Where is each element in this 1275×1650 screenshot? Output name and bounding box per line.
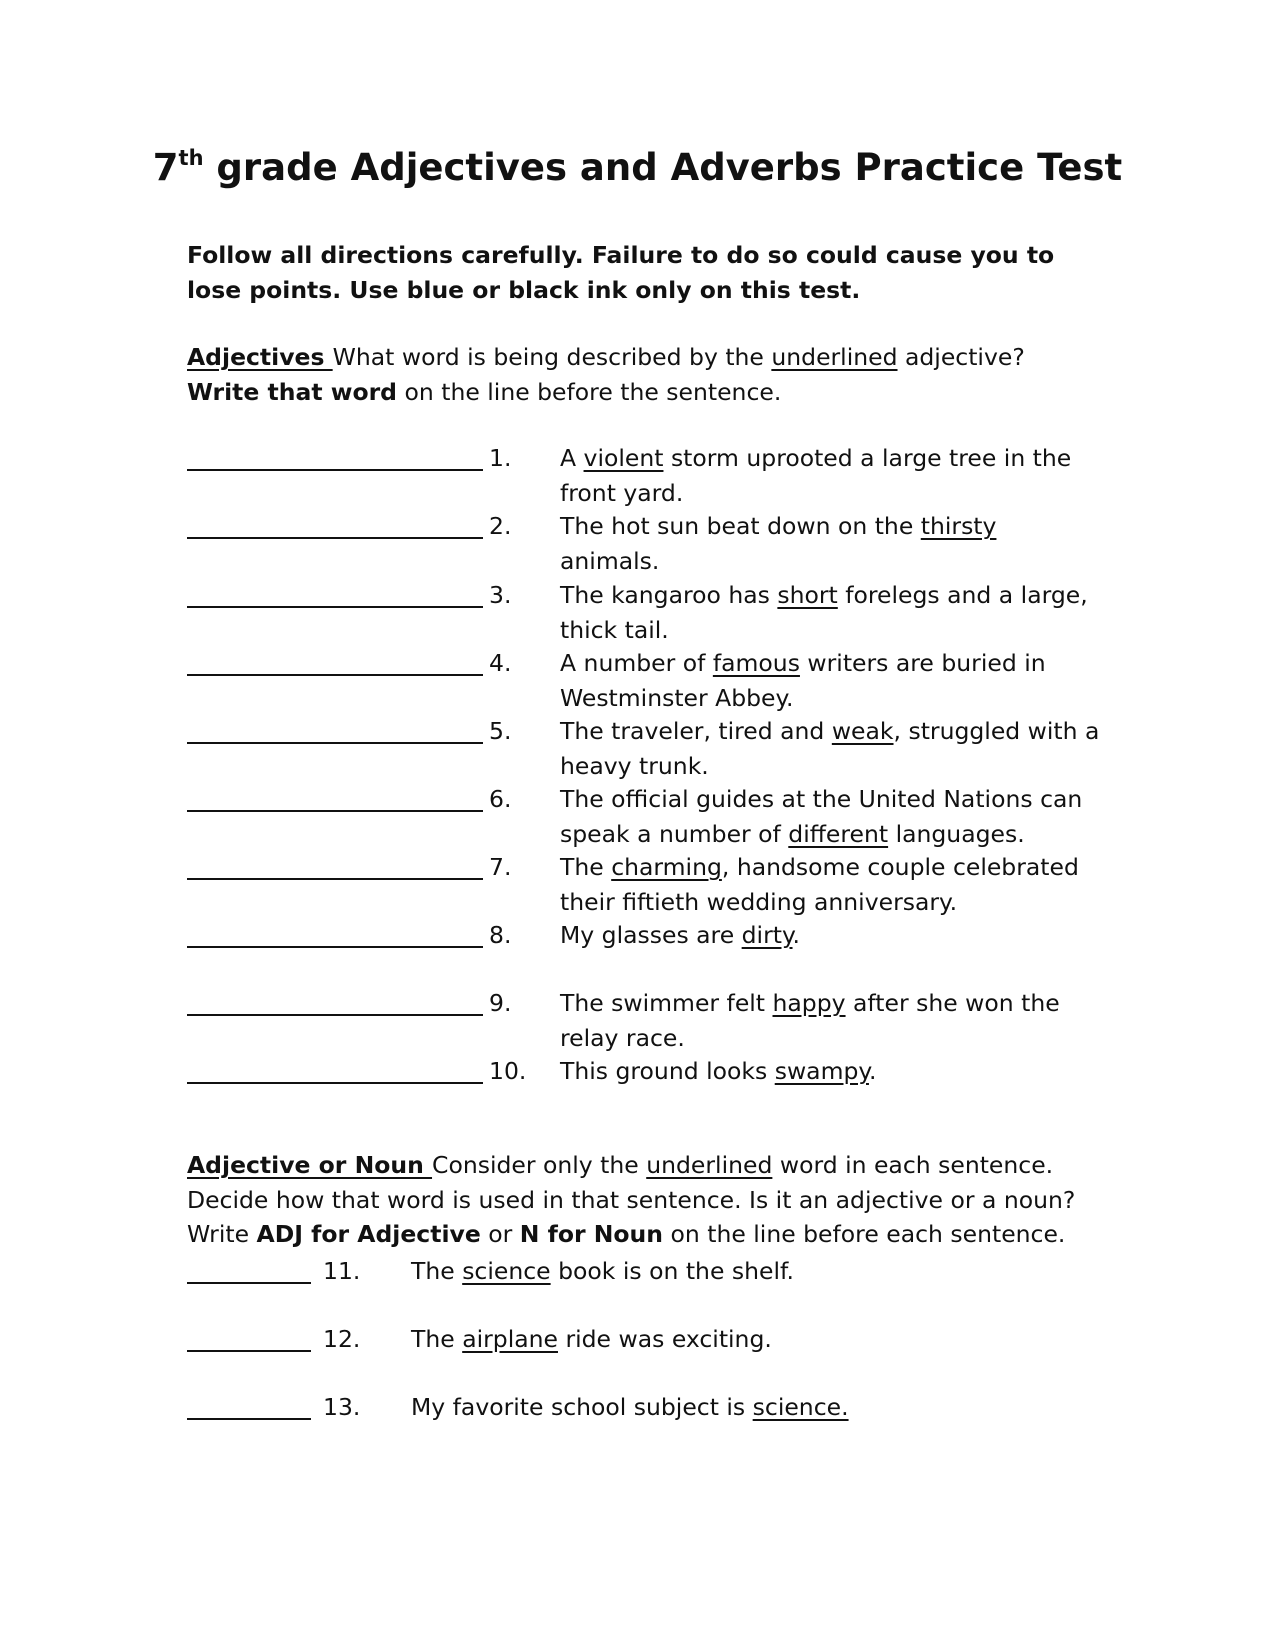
- underlined-adjective: dirty: [741, 921, 793, 949]
- adjectives-instructions: [187, 340, 1087, 409]
- sentence-text: The official guides at the United Nations can speak a number of: [560, 785, 1083, 848]
- sentence-text: book is on the shelf.: [550, 1257, 795, 1285]
- sentence-text: The swimmer felt: [560, 989, 773, 1017]
- adjective-or-noun-heading: Adjective or Noun: [187, 1151, 433, 1179]
- question-sentence: [560, 1054, 1100, 1089]
- title-number: 7: [152, 146, 179, 189]
- question-sentence: [560, 509, 1100, 578]
- sentence-text: A: [560, 444, 584, 472]
- question-sentence: [560, 850, 1100, 919]
- underlined-word: underlined: [771, 343, 898, 371]
- sentence-text: The: [411, 1257, 463, 1285]
- sentence-text: My favorite school subject is: [411, 1393, 753, 1421]
- answer-blank[interactable]: [187, 1014, 483, 1016]
- question-sentence: [411, 1390, 1111, 1425]
- answer-blank[interactable]: [187, 674, 483, 676]
- page-title: [0, 146, 1275, 189]
- question-number: 5.: [489, 717, 512, 745]
- underlined-adjective: airplane: [462, 1325, 558, 1353]
- sentence-text: ride was exciting.: [557, 1325, 772, 1353]
- question-number: 11.: [323, 1257, 361, 1285]
- underlined-adjective: charming: [611, 853, 722, 881]
- answer-blank[interactable]: [187, 878, 483, 880]
- underlined-adjective: violent: [583, 444, 664, 472]
- sentence-text: The kangaroo has: [560, 581, 778, 609]
- answer-blank[interactable]: [187, 606, 483, 608]
- answer-blank[interactable]: [187, 1282, 311, 1284]
- underlined-adjective: weak: [831, 717, 894, 745]
- sentence-text: The hot sun beat down on the: [560, 512, 921, 540]
- underlined-adjective: happy: [772, 989, 846, 1017]
- answer-blank[interactable]: [187, 742, 483, 744]
- underlined-adjective: science.: [752, 1393, 849, 1421]
- question-sentence: [411, 1322, 1111, 1357]
- aon-text: on the line before each sentence.: [663, 1220, 1066, 1248]
- sentence-text: forelegs and a large, thick tail.: [560, 581, 1088, 644]
- question-sentence: [411, 1254, 1111, 1289]
- underlined-adjective: swampy: [774, 1057, 869, 1085]
- answer-blank[interactable]: [187, 810, 483, 812]
- question-number: 10.: [489, 1057, 527, 1085]
- bold-instruction: ADJ for Adjective: [256, 1220, 481, 1248]
- question-number: 1.: [489, 444, 512, 472]
- bold-instruction: Write that word: [187, 377, 398, 406]
- adjective-or-noun-instructions: [187, 1148, 1087, 1252]
- adjectives-text: on the line before the sentence.: [397, 377, 782, 406]
- sentence-text: writers are buried in Westminster Abbey.: [560, 649, 1046, 712]
- answer-blank[interactable]: [187, 1082, 483, 1084]
- adjectives-text: What word is being described by the: [332, 343, 772, 371]
- question-number: 4.: [489, 649, 512, 677]
- question-number: 6.: [489, 785, 512, 813]
- question-number: 2.: [489, 512, 512, 540]
- answer-blank[interactable]: [187, 537, 483, 539]
- underlined-word: underlined: [646, 1151, 773, 1179]
- aon-text: or: [480, 1220, 520, 1248]
- answer-blank[interactable]: [187, 946, 483, 948]
- sentence-text: animals.: [560, 546, 660, 575]
- question-number: 13.: [323, 1393, 361, 1421]
- sentence-text: The traveler, tired and: [560, 717, 832, 745]
- question-sentence: [560, 578, 1100, 647]
- underlined-adjective: science: [462, 1257, 551, 1285]
- underlined-adjective: different: [788, 819, 889, 848]
- sentence-text: This ground looks: [560, 1057, 775, 1085]
- aon-text: word in each sentence. Decide how that word is used in that sentence. Is it an adjective or a noun? Write: [187, 1151, 1076, 1248]
- title-text: grade Adjectives and Adverbs Practice Test: [203, 146, 1123, 189]
- answer-blank[interactable]: [187, 1418, 311, 1420]
- title-superscript: th: [178, 145, 204, 170]
- answer-blank[interactable]: [187, 1350, 311, 1352]
- sentence-text: A number of: [560, 649, 713, 677]
- question-number: 12.: [323, 1325, 361, 1353]
- adjectives-text: adjective?: [897, 343, 1025, 371]
- question-number: 9.: [489, 989, 512, 1017]
- sentence-text: storm uprooted a large tree in the front yard.: [560, 444, 1072, 507]
- question-sentence: [560, 646, 1100, 715]
- sentence-text: My glasses are: [560, 921, 742, 949]
- question-sentence: [560, 986, 1100, 1055]
- question-sentence: [560, 441, 1100, 510]
- underlined-adjective: short: [777, 581, 838, 609]
- aon-text: Consider only the: [432, 1151, 647, 1179]
- adjectives-heading: Adjectives: [187, 343, 333, 371]
- question-number: 7.: [489, 853, 512, 881]
- bold-instruction: N for Noun: [519, 1220, 664, 1248]
- question-sentence: [560, 782, 1100, 851]
- sentence-text: languages.: [888, 819, 1025, 848]
- answer-blank[interactable]: [187, 469, 483, 471]
- sentence-text: The: [560, 853, 612, 881]
- question-number: 3.: [489, 581, 512, 609]
- sentence-text: after she won the relay race.: [560, 989, 1060, 1052]
- question-sentence: [560, 918, 1100, 953]
- question-number: 8.: [489, 921, 512, 949]
- sentence-text: , handsome couple celebrated their fiftieth wedding anniversary.: [560, 853, 1079, 916]
- sentence-text: , struggled with a heavy trunk.: [560, 717, 1100, 780]
- sentence-text: .: [868, 1057, 877, 1085]
- underlined-adjective: famous: [712, 649, 800, 677]
- sentence-text: .: [792, 921, 801, 949]
- question-sentence: [560, 714, 1100, 783]
- sentence-text: The: [411, 1325, 463, 1353]
- directions-paragraph: Follow all directions carefully. Failure to do so could cause you to lose points. Use blue or black ink only on this test.: [187, 241, 1055, 304]
- underlined-adjective: thirsty: [920, 512, 997, 540]
